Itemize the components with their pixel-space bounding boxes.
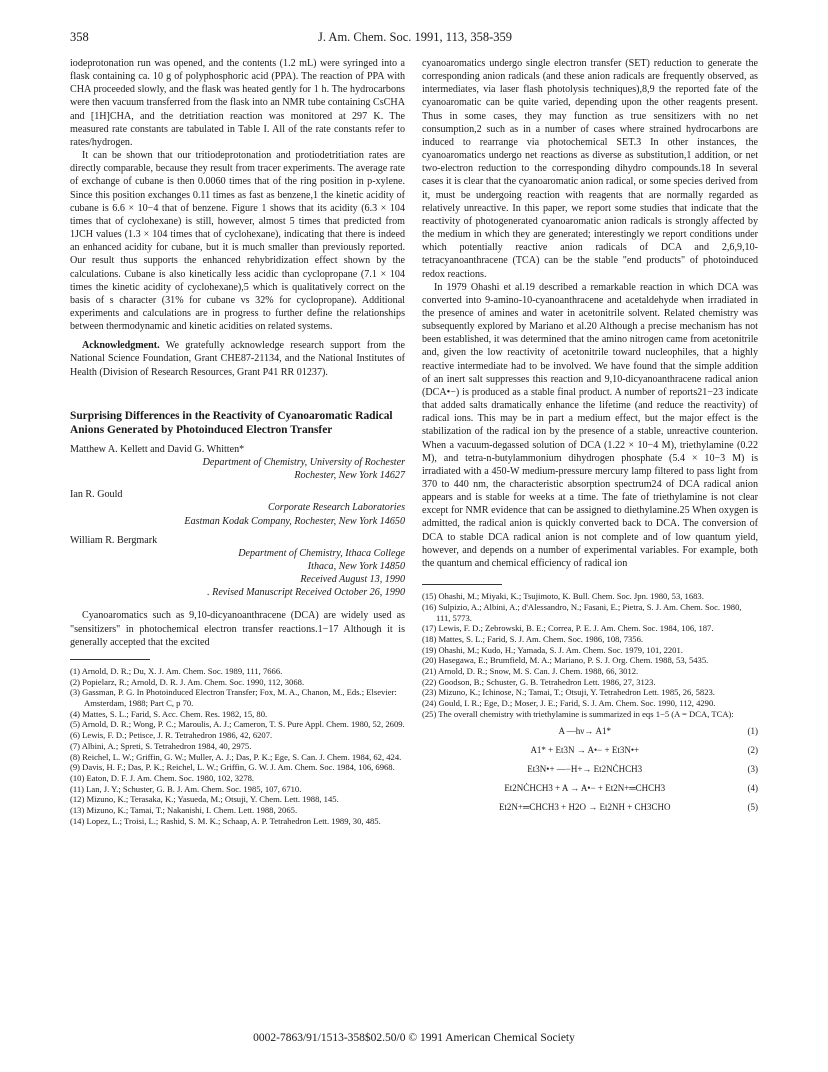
acknowledgment-label: Acknowledgment. [82, 340, 160, 352]
reference-item: (11) Lan, J. Y.; Schuster, G. B. J. Am. Chem. Soc. 1985, 107, 6710. [70, 783, 302, 794]
reference-item: (6) Lewis, F. D.; Petisce, J. R. Tetrahedron 1986, 42, 6207. [70, 730, 273, 741]
equation-row [422, 722, 758, 741]
reference-item: (1) Arnold, D. R.; Du, X. J. Am. Chem. Soc. 1989, 111, 7666. [70, 665, 283, 676]
reference-item: (3) Gassman, P. G. In Photoinduced Electron Transfer; Fox, M. A., Chanon, M., Eds.; Elsevier: Amsterdam, 1988; Part C, p 70. [70, 687, 397, 709]
equation-number: (3) [747, 763, 758, 774]
reference-item: (22) Goodson, B.; Schuster, G. B. Tetrahedron Lett. 1986, 27, 3123. [422, 676, 656, 687]
affiliation-line: Eastman Kodak Company, Rochester, New York 14650 [184, 515, 405, 527]
body-paragraph: It can be shown that our tritiodeprotonation and protiodetritiation rates are directly comparable, because they result from tracer experiments. The average rate of exchange of cubane is then 0.0060 times that of the ring position in p-xylene. Since this position exchanges 0.11 times as fast as benzene,1 the kinetic acidity of cubane is 6.6 × 10−4 that of benzene. Figure 1 shows that its acidity (6.3 × 104 times that of cyclohexane) is still, however, almost 5 times that predicted from 1JCH values (1.3 × 104 times that of cyclohexane), indicating that there is indeed an enhanced acidity for cubane, but it is much smaller than previously reported. Our result thus supports the enhanced rehybridization effect shown by the calculations. Cubane is also kinetically less acidic than cyclopropane (7.1 × 104 times the kinetic acidity of cyclohexane),5 which is qualitatively correct on the basis of s character (31% for cubane vs 32% for cyclopropane). Additional experiments and calculations are in progress to further define the relationships between thermodynamic and kinetic acidities on related systems. [70, 150, 405, 333]
body-paragraph: iodeprotonation run was opened, and the contents (1.2 mL) were syringed into a flask containing ca. 10 g of polyphosphoric acid (PPA). The reaction of PPA with CHA proceeded slowly, and the flask was heated gently for 1 h. The hydrocarbons were then vacuum transferred from the flask into an NMR tube containing CsCHA and [1H]CHA, and the detritiation reaction was monitored at 297 K. The measured rate constants are tabulated in Table I. All of the rate constants refer to rates/hydrogen. [70, 58, 405, 148]
reference-item: (25) The overall chemistry with triethylamine is summarized in eqs 1−5 (A = DCA, TCA): [422, 708, 734, 719]
affiliation-line: Corporate Research Laboratories [267, 502, 405, 514]
equation-block [422, 722, 758, 817]
footnote-rule [70, 659, 150, 660]
acknowledgment-text: We gratefully acknowledge research support from the National Science Foundation, Grant CHE87-21134, and the National Institutes of Health (Division of Research Resources, Grant P41 RR 01237). [70, 340, 405, 378]
reference-item: (5) Arnold, D. R.; Wong, P. C.; Maroulis, A. J.; Cameron, T. S. Pure Appl. Chem. 1980, 52, 2609. [70, 719, 405, 730]
equation: Et3N•+ —−H+→ Et2NĊHCH3 [527, 763, 643, 774]
equation: A1* + Et3N → A•− + Et3N•+ [530, 744, 640, 755]
reference-item: (2) Popielarz, R.; Arnold, D. R. J. Am. Chem. Soc. 1990, 112, 3068. [70, 676, 305, 687]
reference-item: (20) Hasegawa, E.; Brumfield, M. A.; Mariano, P. S. J. Org. Chem. 1988, 53, 5435. [422, 655, 709, 666]
equation: Et2NĊHCH3 + A → A•− + Et2N+═CHCH3 [504, 782, 666, 793]
reference-item: (15) Ohashi, M.; Miyaki, K.; Tsujimoto, K. Bull. Chem. Soc. Jpn. 1980, 53, 1683. [422, 591, 704, 602]
intro-paragraph: Cyanoaromatics such as 9,10-dicyanoanthracene (DCA) are widely used as "sensitizers" in photochemical electron transfer reactions.1−17 Although it is generally accepted that the excited [70, 610, 405, 648]
equation-row [422, 741, 758, 760]
equation-row [422, 760, 758, 779]
page-header [70, 30, 760, 46]
revised-date: . Revised Manuscript Received October 26, 1990 [207, 587, 405, 599]
journal-citation: J. Am. Chem. Soc. 1991, 113, 358-359 [318, 30, 512, 44]
left-column [70, 57, 405, 826]
equation-number: (5) [747, 801, 758, 812]
equation: A —hν→ A1* [558, 725, 612, 736]
right-column [422, 57, 758, 817]
page-number: 358 [70, 30, 89, 44]
reference-item: (9) Davis, H. F.; Das, P. K.; Reichel, L. W.; Griffin, G. W. J. Am. Chem. Soc. 1984, 106, 6968. [70, 762, 395, 773]
reference-item: (18) Mattes, S. L.; Farid, S. J. Am. Chem. Soc. 1986, 108, 7356. [422, 633, 644, 644]
author-line: William R. Bergmark [70, 534, 158, 546]
reference-item: (16) Sulpizio, A.; Albini, A.; d'Alessandro, N.; Fasani, E.; Pietra, S. J. Am. Chem. Soc. 1980, 111, 5773. [422, 601, 742, 623]
affiliation-line: Department of Chemistry, University of Rochester [202, 456, 405, 468]
equation: Et2N+═CHCH3 + H2O → Et2NH + CH3CHO [498, 801, 671, 812]
affiliation-line: Ithaca, New York 14850 [307, 561, 405, 572]
author-line: Ian R. Gould [70, 489, 123, 501]
received-date: Received August 13, 1990 [300, 574, 405, 586]
equation-number: (2) [747, 744, 758, 755]
reference-item: (14) Lopez, L.; Troisi, L.; Rashid, S. M. K.; Schaap, A. P. Tetrahedron Lett. 1989, 30, 485. [70, 815, 381, 826]
article-title: Surprising Differences in the Reactivity of Cyanoaromatic Radical Anions Generated by Photoinduced Electron Transfer [70, 409, 393, 436]
acknowledgment [70, 339, 405, 378]
reference-item: (7) Albini, A.; Spreti, S. Tetrahedron 1984, 40, 2975. [70, 740, 252, 751]
reference-item: (21) Arnold, D. R.; Snow, M. S. Can. J. Chem. 1988, 66, 3012. [422, 666, 639, 677]
reference-item: (13) Mizuno, K.; Tamai, T.; Nakanishi, I. Chem. Lett. 1988, 2065. [70, 805, 298, 816]
reference-item: (10) Eaton, D. F. J. Am. Chem. Soc. 1980, 102, 3278. [70, 772, 255, 783]
reference-list [422, 591, 758, 719]
reference-item: (12) Mizuno, K.; Terasaka, K.; Yasueda, M.; Otsuji, Y. Chem. Lett. 1988, 145. [70, 794, 339, 805]
body-paragraph: In 1979 Ohashi et al.19 described a remarkable reaction in which DCA was converted into 9-amino-10-cyanoanthracene and acetaldehyde when irradiated in the presence of amines and water in acetonitrile solvent. Related chemistry was subsequently explored by Mariano et al.20 Although a precise mechanism has not been established, it was determined that the amino nitrogen came from acetonitrile and, given the low reactivity of acetonitrile toward nucleophiles, that a highly reactive intermediate had to be involved. We have found that the simple addition of an inert salt suppresses this reaction and 9,10-dicyanoanthracene radical anion (DCA•−) is produced as a stable final product. A number of reports21−23 indicate that added salts dramatically enhance the lifetime (and reduce the reactivity) of radical ions. This may be in part a medium effect, but the major effect is the stabilization of the radical ion by the presence of a stable, unreactive counterion. When a vacuum-degassed solution of DCA (1.22 × 10−4 M), triethylamine (0.22 M), and tetra-n-butylammonium dihydrogen phosphate (5.4 × 10−3 M) is irradiated with a 450-W medium-pressure mercury lamp filtered to pass light from 370 to 440 nm, the characteristic absorption spectrum24 of DCA radical anion appears and is stable for weeks at a time. The fate of triethylamine is not clear except for NMR evidence that can be assigned to diethylamine.25 When oxygen is admitted, the radical anion is quickly converted back to DCA. The conversion of DCA to stable DCA radical anion is not complete and of low quantum yield, however, and depends on a number of experimental variables. For example, both the quantum and chemical efficiency of radical ion [422, 281, 758, 569]
reference-item: (19) Ohashi, M.; Kudo, H.; Yamada, S. J. Am. Chem. Soc. 1979, 101, 2201. [422, 644, 683, 655]
author-line: Matthew A. Kellett and David G. Whitten* [70, 443, 245, 455]
reference-item: (8) Reichel, L. W.; Griffin, G. W.; Muller, A. J.; Das, P. K.; Ege, S. Can. J. Chem. 1984, 62, 424. [70, 751, 402, 762]
page-footer: 0002-7863/91/1513-358$02.50/0 © 1991 American Chemical Society [253, 1032, 575, 1044]
reference-item: (23) Mizuno, K.; Ichinose, N.; Tamai, T.; Otsuji, Y. Tetrahedron Lett. 1985, 26, 5823. [422, 687, 715, 698]
affiliation-line: Rochester, New York 14627 [294, 470, 405, 482]
reference-list [70, 666, 405, 827]
reference-item: (4) Mattes, S. L.; Farid, S. Acc. Chem. Res. 1982, 15, 80. [70, 708, 268, 719]
equation-row [422, 779, 758, 798]
equation-row [422, 798, 758, 817]
footnote-rule [422, 584, 502, 585]
affiliation-line: Department of Chemistry, Ithaca College [238, 547, 405, 559]
body-paragraph: cyanoaromatics undergo single electron transfer (SET) reduction to generate the corresponding anion radicals (and these anion radicals are frequently observed, as intermediates, via laser flash photolysis techniques),8,9 the reported fate of the cyanoaromatic can be quite varied, depending upon the other reagents present. Thus in some cases, they may function as true sensitizers with no net consumption,2 such as in a number of cases where strained hydrocarbons are induced to rearrange via photochemical SET.3 In other instances, the cyanoaromatics undergo net reactions as diverse as substitution,1 addition, or net two-electron reduction to the corresponding dihydro compounds.18 In several cases it is clear that the cyanoaromatic anion radical, or some species derived from it, must be undergoing reaction with reagents that are normally regarded as relatively unreactive. In this paper, we report some studies that indicate that the reactivity of photogenerated cyanoaromatic anion radicals is strongly affected by the medium in which they are generated; interestingly we report conditions under which potentially reactive anion radicals of DCA and 2,6,9,10-tetracyanoanthracene (TCA) can be the stable "end products" of photoinduced redox reactions. [422, 58, 758, 280]
reference-item: (17) Lewis, F. D.; Zebrowski, B. E.; Correa, P. E. J. Am. Chem. Soc. 1984, 106, 187. [422, 623, 714, 634]
equation-number: (1) [747, 725, 758, 736]
reference-item: (24) Gould, I. R.; Ege, D.; Moser, J. E.; Farid, S. J. Am. Chem. Soc. 1990, 112, 4290. [422, 698, 716, 709]
equation-number: (4) [747, 782, 758, 793]
